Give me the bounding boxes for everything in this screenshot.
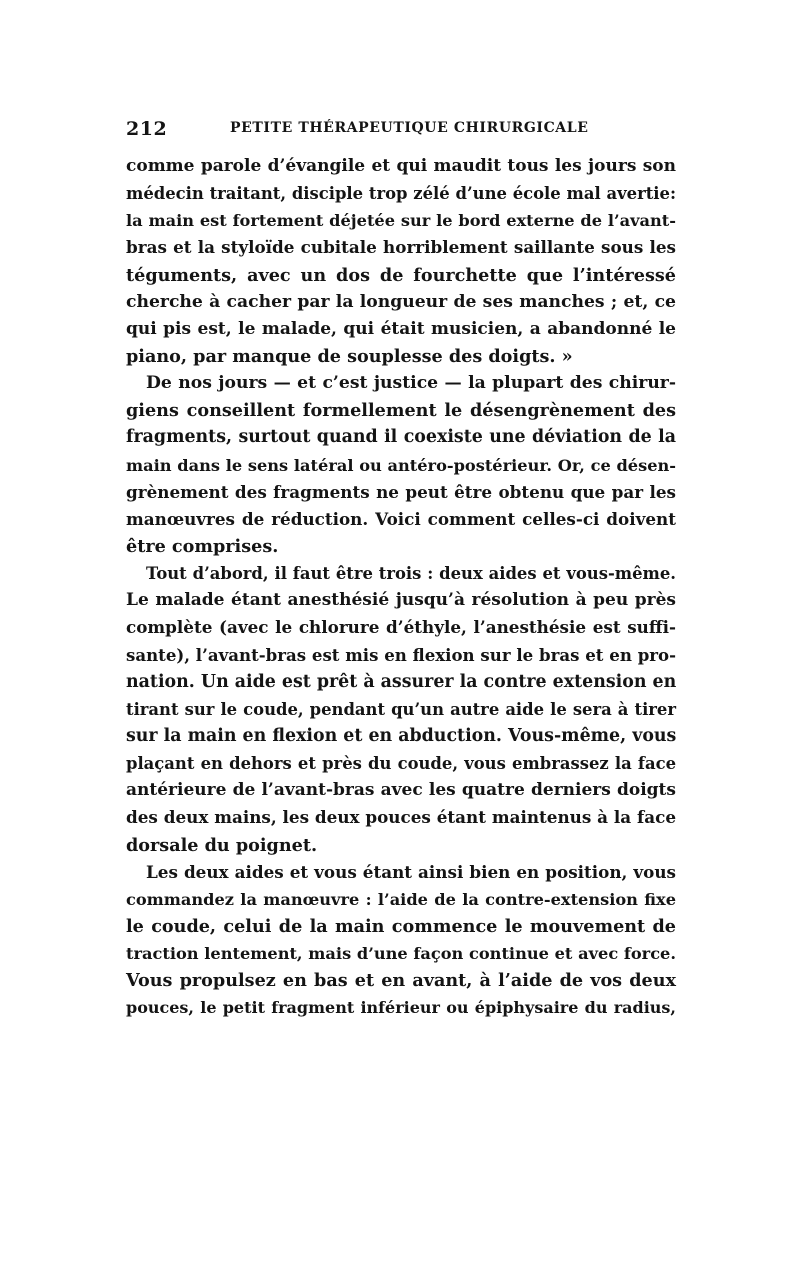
text-line: médecin traitant, disciple trop zélé d’une école mal avertie: (126, 184, 676, 204)
text-line: grènement des fragments ne peut être obtenu que par les (126, 481, 676, 502)
text-line: Le malade étant anesthésié jusqu’à résolution à peu près (126, 590, 676, 611)
text-line: pouces, le petit fragment inférieur ou épiphysaire du radius, (126, 998, 676, 1018)
text-line: sur la main en flexion et en abduction. Vous-même, vous (126, 725, 677, 746)
text-line: main dans le sens latéral ou antéro-postérieur. Or, ce désen- (126, 455, 676, 475)
text-line: sante), l’avant-bras est mis en flexion sur le bras et en pro- (126, 644, 676, 665)
text-line: Les deux aides et vous étant ainsi bien en position, vous (146, 861, 676, 882)
text-line: Vous propulsez en bas et en avant, à l’aide de vos deux (126, 970, 676, 992)
text-line: être comprises. (126, 535, 279, 557)
page-number: 212 (126, 118, 168, 140)
text-line: qui pis est, le malade, qui était musicien, a abandonné le (126, 318, 676, 339)
text-line: manœuvres de réduction. Voici comment celles-ci doivent (126, 508, 676, 529)
text-line: De nos jours — et c’est justice — la plupart des chirur- (146, 373, 676, 394)
text-line: giens conseillent formellement le désengrènement des (126, 400, 676, 422)
text-line: commandez la manœuvre : l’aide de la contre-extension fixe (126, 889, 676, 909)
text-line: traction lentement, mais d’une façon continue et avec force. (126, 944, 676, 964)
text-line: nation. Un aide est prêt à assurer la contre extension en (126, 671, 677, 692)
text-line: comme parole d’évangile et qui maudit tous les jours son (126, 156, 676, 176)
body-text (126, 153, 676, 1022)
running-title: PETITE THÉRAPEUTIQUE CHIRURGICALE (230, 120, 589, 136)
text-line: fragments, surtout quand il coexiste une déviation de la (126, 427, 676, 448)
text-line: téguments, avec un dos de fourchette que l’intéressé (126, 264, 676, 286)
text-line: bras et la styloïde cubitale horriblement saillante sous les (126, 237, 676, 258)
text-line: complète (avec le chlorure d’éthyle, l’anesthésie est suffi- (126, 617, 676, 638)
text-line: la main est fortement déjetée sur le bord externe de l’avant- (126, 211, 676, 231)
text-line: Tout d’abord, il faut être trois : deux aides et vous-même. (146, 564, 676, 584)
running-head (126, 118, 676, 148)
text-line: piano, par manque de souplesse des doigts. » (126, 345, 573, 367)
text-line: antérieure de l’avant-bras avec les quatre derniers doigts (126, 780, 676, 801)
text-line: le coude, celui de la main commence le mouvement de (126, 915, 676, 937)
text-line: des deux mains, les deux pouces étant maintenus à la face (126, 807, 676, 828)
text-line: dorsale du poignet. (126, 834, 318, 856)
text-line: plaçant en dehors et près du coude, vous embrassez la face (126, 754, 676, 774)
text-line: cherche à cacher par la longueur de ses manches ; et, ce (126, 291, 676, 312)
text-line: tirant sur le coude, pendant qu’un autre aide le sera à tirer (126, 699, 676, 719)
